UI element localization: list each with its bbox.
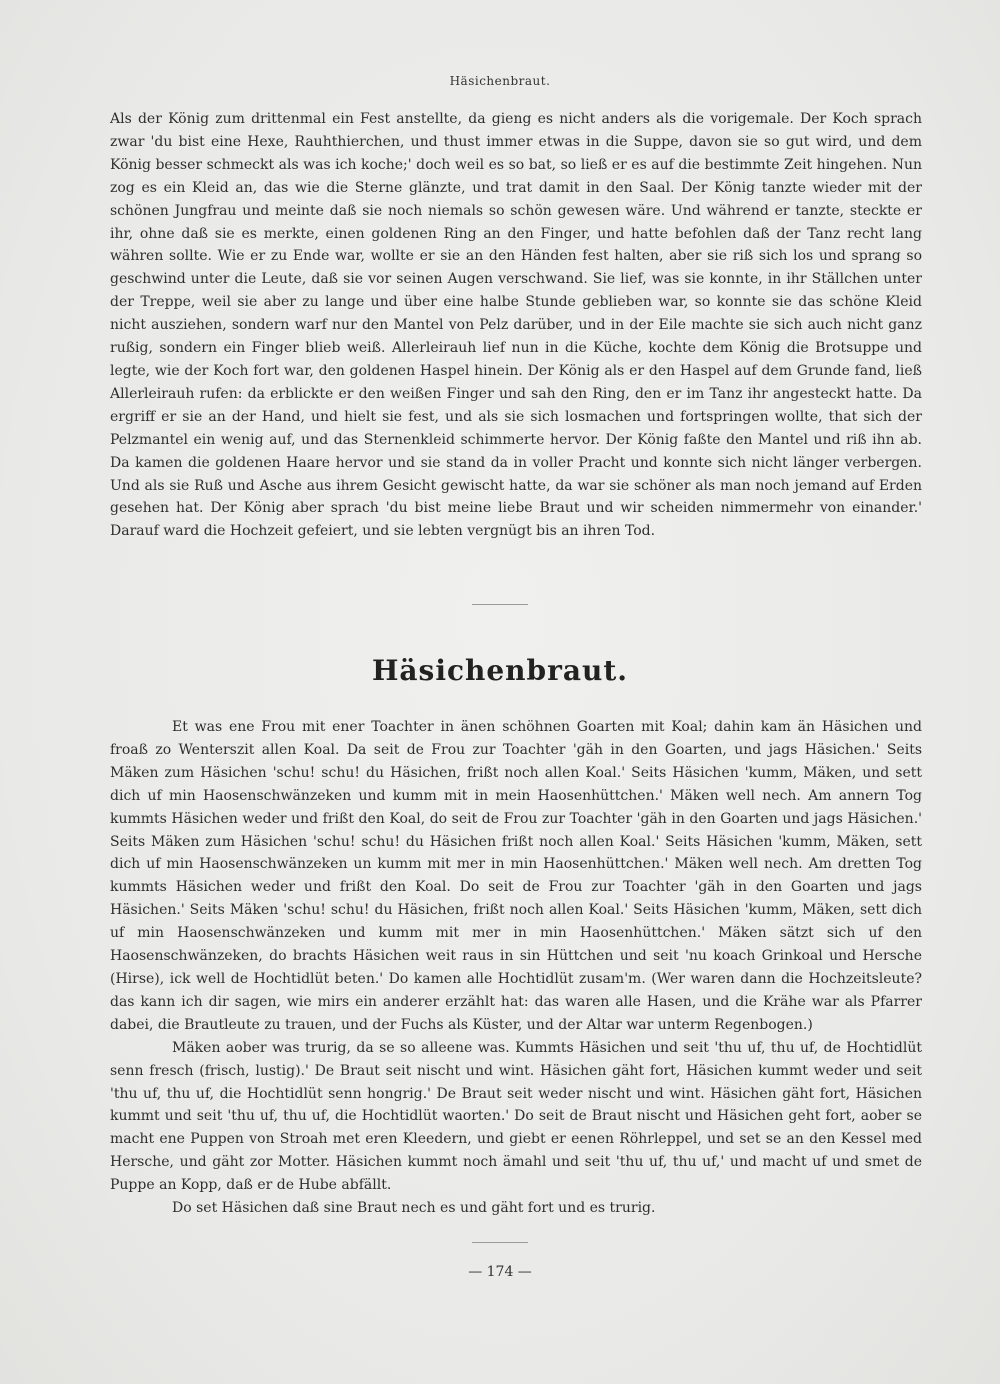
paragraph: Als der König zum drittenmal ein Fest anstellte, da gieng es nicht anders als die vorigemale. Der Koch sprach zwar 'du bist eine Hexe, Rauhthierchen, und thust immer etwas in die Suppe, davon sie so gut wird, und dem König besser schmeckt als was ich koche;' doch weil es so bat, so ließ er es auf die bestimmte Zeit hingehen. Nun zog es ein Kleid an, das wie die Sterne glänzte, und trat damit in den Saal. Der König tanzte wieder mit der schönen Jungfrau und meinte daß sie noch niemals so schön gewesen wäre. Und während er tanzte, steckte er ihr, ohne daß sie es merkte, einen goldenen Ring an den Finger, und hatte befohlen daß der Tanz recht lang währen sollte. Wie er zu Ende war, wollte er sie an den Händen fest halten, aber sie riß sich los und sprang so geschwind unter die Leute, daß sie vor seinen Augen verschwand. Sie lief, was sie konnte, in ihr Ställchen unter der Treppe, weil sie aber zu lange und über eine halbe Stunde geblieben war, so konnte sie das schöne Kleid nicht ausziehen, sondern warf nur den Mantel von Pelz darüber, und in der Eile machte sie sich auch nicht ganz rußig, sondern ein Finger blieb weiß. Allerleirauh lief nun in die Küche, kochte dem König die Brotsuppe und legte, wie der Koch fort war, den goldenen Haspel hinein. Der König als er den Haspel auf dem Grunde fand, ließ Allerleirauh rufen: da erblickte er den weißen Finger und sah den Ring, den er im Tanz ihr angesteckt hatte. Da ergriff er sie an der Hand, und hielt sie fest, und als sie sich losmachen und fortspringen wollte, that sich der Pelzmantel ein wenig auf, und das Sternenkleid schimmerte hervor. Der König faßte den Mantel und riß ihn ab. Da kamen die goldenen Haare hervor und sie stand da in voller Pracht und konnte sich nicht länger verbergen. Und als sie Ruß und Asche aus ihrem Gesicht gewischt hatte, da war sie schöner als man noch jemand auf Erden gesehen hat. Der König aber sprach 'du bist meine liebe Braut und wir scheiden nimmermehr von einander.' Darauf ward die Hochzeit gefeiert, und sie lebten vergnügt bis an ihren Tod. [110, 111, 922, 540]
paragraph: Do set Häsichen daß sine Braut nech es und gäht fort und es trurig. [172, 1200, 656, 1217]
story-title: Häsichenbraut. [371, 654, 629, 687]
running-head: Häsichenbraut. [449, 74, 551, 88]
section-divider [472, 604, 528, 605]
footer-divider [472, 1242, 528, 1243]
paragraph: Et was ene Frou mit ener Toachter in änen schöhnen Goarten mit Koal; dahin kam än Häsichen und froaß zo Wenterszit allen Koal. Da seit de Frou zur Toachter 'gäh in den Goarten, und jags Häsichen.' Seits Mäken zum Häsichen 'schu! schu! du Häsichen, frißt noch allen Koal.' Seits Häsichen 'kumm, Mäken, und sett dich uf min Haosenschwänzeken und kumm mit in mein Haosenhüttchen.' Mäken well nech. Am annern Tog kummts Häsichen weder und frißt den Koal, do seit de Frou zur Toachter 'gäh in den Goarten und jags Häsichen.' Seits Mäken zum Häsichen 'schu! schu! du Häsichen frißt noch allen Koal.' Seits Häsichen 'kumm, Mäken, sett dich uf min Haosenschwänzeken un kumm mit mer in min Haosenhüttchen.' Mäken well nech. Am dretten Tog kummts Häsichen weder und frißt den Koal. Do seit de Frou zur Toachter 'gäh in den Goarten und jags Häsichen.' Seits Mäken 'schu! schu! du Häsichen, frißt noch allen Koal.' Seits Häsichen 'kumm, Mäken, sett dich uf min Haosenschwänzeken und kumm mit mer in min Haosenhüttchen.' Mäken sätzt sich uf den Haosenschwänzeken, do brachts Häsichen weit raus in sin Hüttchen und seit 'nu koach Grinkoal und Hersche (Hirse), ick well de Hochtidlüt beten.' Do kamen alle Hochtidlüt zusam'm. (Wer waren dann die Hochzeitsleute? das kann ich dir sagen, wie mirs ein anderer erzählt hat: das waren alle Hasen, und die Krähe war als Pfarrer dabei, die Brautleute zu trauen, und der Fuchs als Küster, und der Altar war unterm Regenbogen.) [110, 719, 922, 1033]
page-number: — 174 — [468, 1264, 532, 1280]
story-allerleirauh-ending [110, 108, 922, 543]
paragraph: Mäken aober was trurig, da se so alleene was. Kummts Häsichen und seit 'thu uf, thu uf, de Hochtidlüt senn fresch (frisch, lustig).' De Braut seit nischt und wint. Häsichen gäht fort, Häsichen kummt weder und seit 'thu uf, thu uf, die Hochtidlüt senn hongrig.' De Braut seit weder nischt und wint. Häsichen gäht fort, Häsichen kummt und seit 'thu uf, thu uf, die Hochtidlüt waorten.' Do seit de Braut nischt und Häsichen geht fort, aober se macht ene Puppen von Stroah met eren Kleedern, und giebt er eenen Röhrleppel, und set se an den Kessel med Hersche, und gäht zor Motter. Häsichen kummt noch ämahl und seit 'thu uf, thu uf,' und macht uf und smet de Puppe an Kopp, daß er de Hube abfällt. [110, 1039, 922, 1194]
story-haesichenbraut [110, 716, 922, 1220]
